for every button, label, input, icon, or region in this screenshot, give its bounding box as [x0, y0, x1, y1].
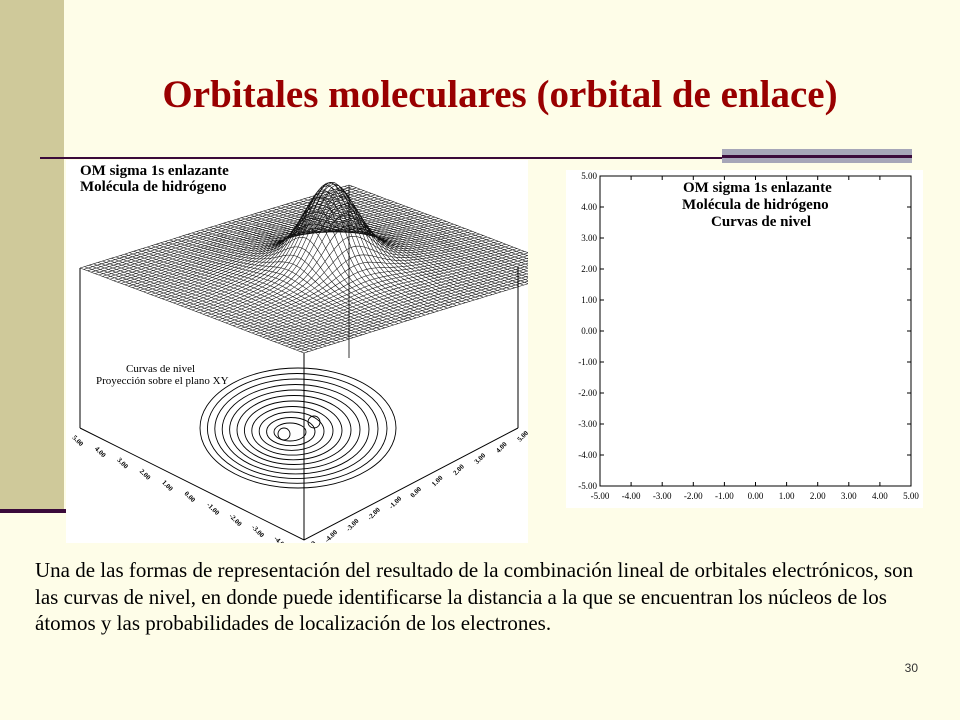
left-band-rule	[0, 509, 66, 513]
right-axis-tick-label: -1.00	[387, 494, 404, 511]
x-tick-label: -4.00	[621, 491, 641, 501]
projected-contour-lines	[200, 368, 396, 488]
right-axis-tick-label: -2.00	[365, 505, 382, 522]
surface-wireframe	[80, 182, 528, 353]
right-axis-tick-label: 0.00	[408, 485, 424, 500]
x-tick-label: -5.00	[590, 491, 610, 501]
page-number: 30	[904, 661, 918, 675]
right-axis-tick-label: -4.00	[323, 528, 340, 543]
projected-contour-ring	[252, 407, 333, 456]
y-tick-label: -5.00	[578, 481, 597, 491]
projection-label-line2: Proyección sobre el plano XY	[96, 375, 229, 387]
y-tick-label: 1.00	[581, 295, 597, 305]
right-axis-tick-label: 1.00	[430, 473, 445, 489]
y-tick-label: 3.00	[581, 233, 597, 243]
x-tick-label: 4.00	[872, 491, 888, 501]
x-tick-label: 5.00	[903, 491, 919, 501]
slide-title: Orbitales moleculares (orbital de enlace)	[162, 73, 838, 116]
contour-plot-title-line3: Curvas de nivel	[711, 214, 812, 230]
contour-plot-title-line2: Molécula de hidrógeno	[682, 197, 829, 213]
right-axis-ticks	[302, 429, 528, 543]
x-tick-label: 2.00	[809, 491, 826, 501]
projected-contour-ring	[237, 396, 351, 465]
surface-plot-title-line2: Molécula de hidrógeno	[80, 179, 227, 195]
x-tick-label: 0.00	[747, 491, 764, 501]
y-tick-label: 5.00	[581, 171, 597, 181]
left-axis-tick-label: 4.00	[92, 444, 108, 460]
surface-plot-title-line1: OM sigma 1s enlazante	[80, 163, 229, 179]
surface-plot-graphic	[66, 160, 528, 543]
x-tick-label: 3.00	[840, 491, 857, 501]
projected-contour-ring	[230, 390, 360, 469]
contour-plot-figure	[566, 170, 923, 508]
y-tick-label: 2.00	[581, 264, 597, 274]
y-tick-label: -2.00	[578, 388, 597, 398]
left-axis-tick-label: 5.00	[70, 433, 85, 449]
projected-contour-ring	[215, 379, 378, 479]
y-tick-label: 4.00	[581, 202, 597, 212]
x-tick-label: -3.00	[652, 491, 672, 501]
right-axis-tick-label: 3.00	[472, 451, 488, 466]
projection-label-line1: Curvas de nivel	[126, 363, 196, 375]
surface-plot-figure	[66, 160, 528, 543]
left-axis-tick-label: -3.00	[249, 523, 266, 540]
y-tick-label: 0.00	[581, 326, 597, 336]
y-tick-label: -3.00	[578, 419, 597, 429]
y-tick-label: -1.00	[578, 357, 597, 367]
right-axis-tick-label: 2.00	[451, 462, 466, 478]
slide-body-text: Una de las formas de representación del resultado de la combinación lineal de orbitales electrónicos, son las curvas de nivel, en donde puede identificarse la distancia a la que se encuentran los núcleos de los átomos y las probabilidades de localización de los electrones.	[35, 558, 914, 635]
y-tick-label: -4.00	[578, 450, 597, 460]
left-axis-tick-label: -4.00	[272, 534, 289, 543]
left-axis-tick-label: -1.00	[204, 500, 221, 517]
left-axis-tick-label: -2.00	[227, 512, 244, 529]
left-axis-tick-label: 3.00	[115, 456, 130, 471]
right-axis-tick-label: 4.00	[494, 440, 509, 455]
contour-plot-title-line1: OM sigma 1s enlazante	[683, 180, 832, 196]
left-axis-tick-label: 2.00	[137, 467, 153, 482]
left-axis-tick-label: 0.00	[182, 489, 197, 505]
x-tick-label: -1.00	[715, 491, 734, 501]
left-axis-ticks	[71, 434, 311, 543]
right-axis-tick-label: -3.00	[344, 517, 361, 534]
x-tick-label: 1.00	[778, 491, 795, 501]
projected-nucleus-ring	[278, 428, 290, 440]
left-axis-tick-label: 1.00	[160, 478, 175, 493]
x-tick-label: -2.00	[683, 491, 703, 501]
left-decorative-band	[0, 0, 64, 510]
right-axis-tick-label: 5.00	[515, 429, 528, 444]
surface-mesh	[80, 182, 528, 353]
title-accent-rule	[722, 155, 912, 158]
